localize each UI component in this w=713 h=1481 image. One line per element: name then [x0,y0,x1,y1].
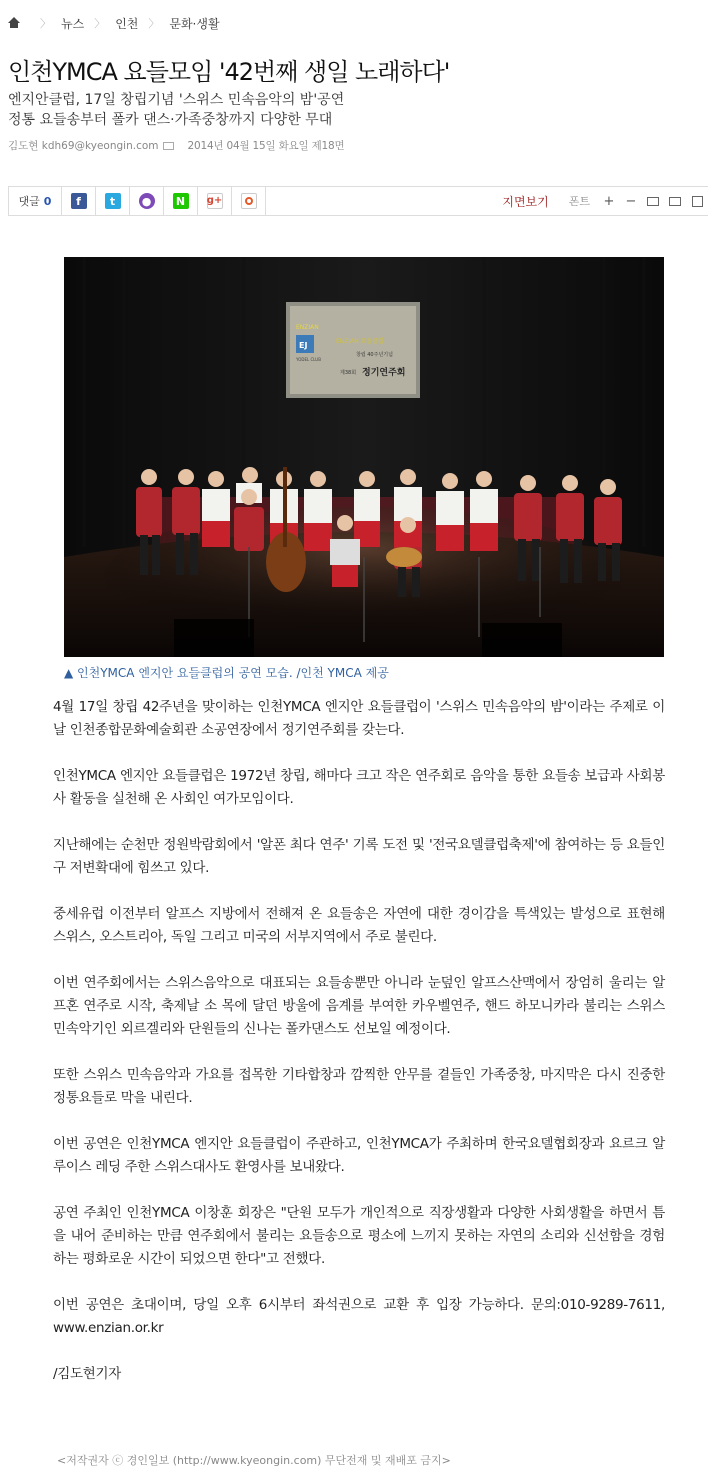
screen-line-1: ENZIAN 요들클럽 [336,338,384,345]
breadcrumb-incheon[interactable]: 인천 [115,16,139,31]
screen-brand-top: ENZIAN [296,324,319,331]
breadcrumb-culture[interactable]: 문화·생활 [169,16,220,31]
comment-label: 댓글 [18,195,40,208]
window-icon[interactable] [690,194,704,208]
print-view-link[interactable]: 지면보기 [502,194,549,209]
share-bar [8,187,266,215]
kakaostory-icon: ● [139,193,155,209]
article-paragraph: 또한 스위스 민속음악과 가요를 접목한 기타합창과 깜찍한 안무를 곁들인 가족중창, 마지막은 다시 진중한 정통요들로 막을 내린다. [53,1067,665,1106]
author-name: 김도현 [8,140,39,152]
article-tools [502,187,708,215]
font-label: 폰트 [568,195,590,208]
author-email[interactable]: kdh69@kyeongin.com [41,139,159,152]
article-paragraph: 공연 주최인 인천YMCA 이창훈 회장은 "단원 모두가 개인적으로 직장생활과 다양한 사회생활을 하면서 틈을 내어 준비하는 만큼 연주회에서 불리는 요들송으로 평소에 느끼지 못하는 자연의 소리와 신선함을 경험하는 평화로운 시간이 되었으면 한다"고 전했다. [53,1205,665,1267]
comment-count: 0 [43,194,52,208]
article-toolbar [8,186,708,216]
share-kakaostory-button[interactable] [130,187,164,215]
article-paragraph: 지난해에는 순천만 정원박람회에서 '알폰 최다 연주' 기록 도전 및 '전국요델클럽축제'에 참여하는 등 요들인구 저변확대에 힘쓰고 있다. [53,837,665,876]
article-body [53,696,665,1409]
email-icon[interactable] [668,194,682,208]
photo-caption: ▲ 인천YMCA 엔지안 요들클럽의 공연 모습. /인천 YMCA 제공 [64,666,389,680]
share-twitter-button[interactable] [96,187,130,215]
font-increase-button[interactable]: + [603,193,615,209]
chevron-right-icon: 〉 [40,17,51,30]
subtitle-line: 엔지안클럽, 17일 창립기념 '스위스 민속음악의 밤'공연 [8,92,345,108]
screen-brand-logo: EJ [299,341,308,350]
print-icon[interactable] [646,194,660,208]
facebook-icon: f [71,193,87,209]
home-icon[interactable] [8,17,20,29]
chevron-right-icon: 〉 [148,17,160,30]
comment-button[interactable] [8,187,62,215]
byline [8,138,344,153]
copyright-notice: <저작권자 ⓒ 경인일보 (http://www.kyeongin.com) 무단전재 및 재배포 금지> [57,1454,451,1467]
screen-line-3-small: 제38회 [340,370,357,376]
article-paragraph: 인천YMCA 엔지안 요들클럽은 1972년 창립, 해마다 크고 작은 연주회로 음악을 통한 요들송 보급과 사회봉사 활동을 실천해 온 사회인 여가모임이다. [53,768,665,807]
share-other-button[interactable] [232,187,266,215]
screen-line-3-big: 정기연주회 [362,368,406,378]
article-photo [64,257,664,657]
breadcrumb-news[interactable]: 뉴스 [61,16,85,31]
article-subtitle [8,90,344,130]
article-title: 인천YMCA 요들모임 '42번째 생일 노래하다' [8,58,450,86]
reporter-signature: /김도현기자 [53,1366,121,1382]
guitar [386,547,422,567]
screen-brand-sub: YODEL CLUB [296,357,321,362]
twitter-icon: t [105,193,121,209]
share-facebook-button[interactable] [62,187,96,215]
share-naver-button[interactable] [164,187,198,215]
font-decrease-button[interactable]: − [625,193,637,209]
article-paragraph: 이번 공연은 인천YMCA 엔지안 요들클럽이 주관하고, 인천YMCA가 주최하며 한국요델협회장과 요르크 알루이스 레딩 주한 스위스대사도 환영사를 보내왔다. [53,1136,665,1175]
chevron-right-icon: 〉 [94,17,106,30]
share-googleplus-button[interactable] [198,187,232,215]
article-paragraph: 이번 공연은 초대이며, 당일 오후 6시부터 좌석권으로 교환 후 입장 가능하다. 문의:010-9289-7611, www.enzian.or.kr [53,1297,665,1336]
article-paragraph: 4월 17일 창립 42주년을 맞이하는 인천YMCA 엔지안 요들클럽이 '스위스 민속음악의 밤'이라는 주제로 이날 인천종합문화예술회관 소공연장에서 정기연주회를 갖는다. [53,699,665,738]
googleplus-icon: g+ [207,193,223,209]
subtitle-line: 정통 요들송부터 폴카 댄스·가족중창까지 다양한 무대 [8,112,333,128]
mail-icon[interactable] [163,142,174,150]
publish-date: 2014년 04월 15일 화요일 제18면 [187,140,345,152]
article-paragraph: 중세유럽 이전부터 알프스 지방에서 전해져 온 요들송은 자연에 대한 경이감을 특색있는 발성으로 표현해 스위스, 오스트리아, 독일 그리고 미국의 서부지역에서 주로 불린다. [53,906,665,945]
breadcrumb [8,14,220,32]
screen-line-2: 창립 40주년기념 [356,352,393,358]
naver-icon: N [173,193,189,209]
concert-photo [64,257,664,657]
other-share-icon [241,193,257,209]
accordion [330,539,360,565]
article-paragraph: 이번 연주회에서는 스위스음악으로 대표되는 요들송뿐만 아니라 눈덮인 알프스산맥에서 장엄히 울리는 알프혼 연주로 시작, 축제날 소 목에 달던 방울에 음계를 부여한 카우벨연주, 핸드 하모니카라 불리는 스위스 민속악기인 외르겔리와 단원들의 신나는 폴카댄스도 선보일 예정이다. [53,975,665,1037]
